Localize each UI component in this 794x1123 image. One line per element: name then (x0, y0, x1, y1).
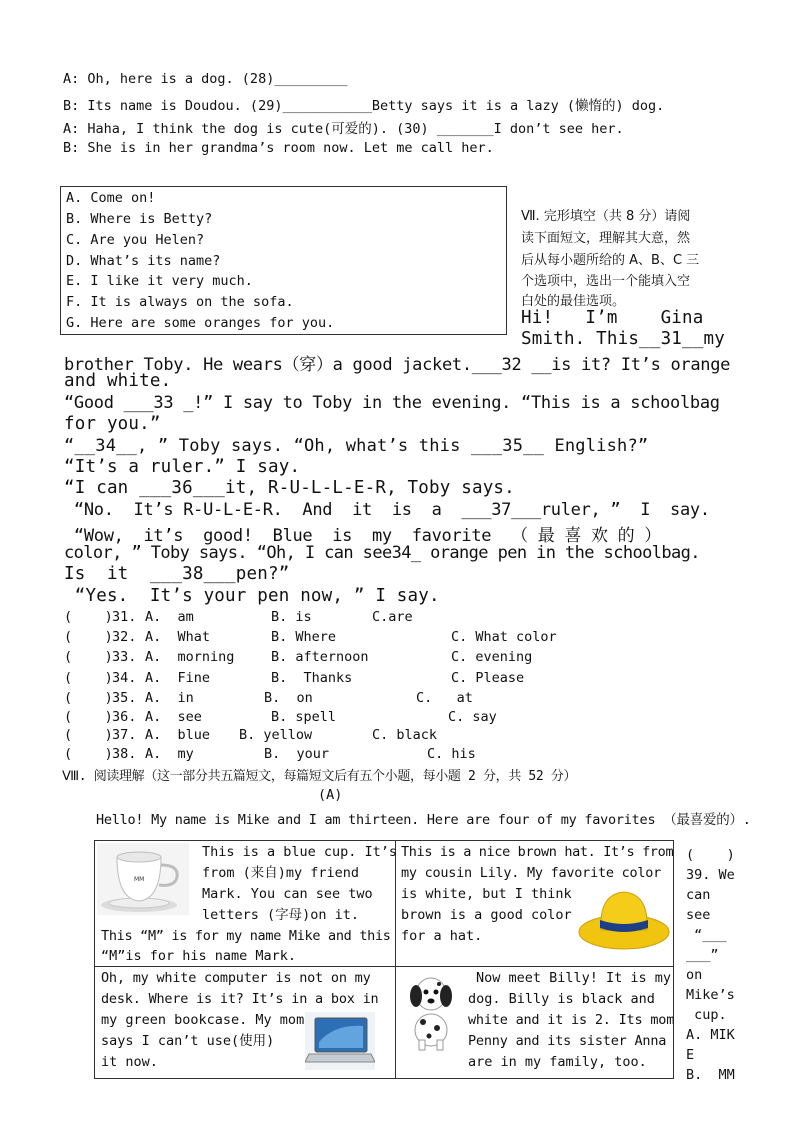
cup-line-5: This “M” is for my name Mike and this (101, 928, 391, 944)
section8-subheading: (A) (318, 787, 343, 803)
question-number: 37. (112, 727, 137, 743)
section7-heading-2: 读下面短文，理解其大意，然 (521, 231, 691, 246)
option-f: F. It is always on the sofa. (66, 294, 294, 310)
passage-line-9: “I can ___36___it, R-U-L-L-E-R, Toby says. (64, 478, 515, 498)
q39-line-4: see (686, 907, 711, 923)
hat-image (577, 884, 671, 956)
option-b-text: B. yellow (239, 727, 313, 743)
option-a-text: A. morning (145, 649, 235, 665)
passage-line-10: “No. It’s R-U-L-E-R. And it is a ___37___ruler, ” I say. (64, 500, 710, 520)
answer-paren[interactable]: ( ) (64, 649, 113, 665)
passage-line-13: Is it ___38___pen?” (64, 564, 290, 584)
laptop-image (305, 1012, 375, 1070)
option-a-text: A. see (145, 709, 202, 725)
option-b: B. Where is Betty? (66, 211, 213, 227)
passage-line-3: brother Toby. He wears（穿）a good jacket.___32 __is it? It’s orange (64, 355, 731, 375)
hat-line-4: brown is a good color (401, 907, 572, 923)
question-number: 38. (112, 746, 137, 762)
section7-heading-4: 个选项中，选出一个能填入空 (521, 274, 691, 289)
option-c: C. Are you Helen? (66, 232, 205, 248)
q39-line-2: 39. We (686, 867, 735, 883)
option-c-text: C. say (448, 709, 497, 725)
passage-line-2: Smith. This__31__my (521, 329, 725, 349)
option-g: G. Here are some oranges for you. (66, 315, 335, 331)
dialogue-line-2: B: Its name is Doudou. (29)___________Betty says it is a lazy (懒惰的) dog. (63, 98, 665, 114)
dog-line-2: dog. Billy is black and (468, 991, 655, 1007)
section7-heading-1: Ⅶ. 完形填空（共 8 分）请阅 (521, 209, 691, 224)
computer-line-1: Oh, my white computer is not on my (101, 970, 371, 986)
section7-heading-5: 白处的最佳选项。 (521, 294, 626, 309)
dog-line-5: are in my family, too. (468, 1054, 647, 1070)
hat-line-1: This is a nice brown hat. It’s from (401, 844, 674, 860)
q39-option-b: B. MM (686, 1067, 735, 1083)
q39-option-a: A. MIK (686, 1027, 735, 1043)
passage-line-11: “Wow, it’s good! Blue is my favorite （ 最 喜 欢 的 ） (64, 526, 661, 546)
cup-line-2: from (来自)my friend (202, 865, 360, 881)
answer-paren[interactable]: ( ) (64, 690, 113, 706)
passage-line-14: “Yes. It’s your pen now, ” I say. (64, 586, 440, 606)
option-a-text: A. Fine (145, 670, 211, 686)
cup-line-6: “M”is for his name Mark. (101, 948, 297, 964)
option-d: D. What’s its name? (66, 253, 221, 269)
question-number: 34. (112, 670, 137, 686)
answer-paren[interactable]: ( ) (64, 609, 113, 625)
option-b-text: B. your (264, 746, 330, 762)
option-e: E. I like it very much. (66, 273, 253, 289)
computer-line-3: my green bookcase. My mom (101, 1012, 305, 1028)
passage-line-12: color, ” Toby says. “Oh, I can see34_ orange pen in the schoolbag. (64, 543, 700, 563)
dialogue-line-1: A: Oh, here is a dog. (28)_________ (63, 71, 348, 87)
option-a-text: A. in (145, 690, 194, 706)
question-number: 36. (112, 709, 137, 725)
hat-line-2: my cousin Lily. My favorite color (401, 865, 661, 881)
question-number: 31. (112, 609, 137, 625)
option-b-text: B. Where (271, 629, 337, 645)
option-a-text: A. my (145, 746, 194, 762)
passage-line-8: “It’s a ruler.” I say. (64, 457, 301, 477)
option-b-text: B. is (271, 609, 312, 625)
option-c-text: C. his (427, 746, 476, 762)
option-c-text: C. at (416, 690, 473, 706)
computer-line-4: says I can’t use(使用) (101, 1033, 275, 1049)
passage-line-1: Hi! I’m Gina (521, 308, 704, 328)
answer-paren[interactable]: ( ) (64, 746, 113, 762)
option-b-text: B. Thanks (271, 670, 353, 686)
q39-line-5: “___ (686, 927, 727, 943)
cup-line-4: letters (字母)on it. (202, 907, 360, 923)
option-c-text: C. What color (451, 629, 557, 645)
question-number: 32. (112, 629, 137, 645)
q39-line-7: on (686, 967, 703, 983)
dog-image (401, 970, 461, 1052)
answer-paren[interactable]: ( ) (64, 670, 113, 686)
q39-option-a-cont: E (686, 1047, 695, 1063)
option-a-text: A. What (145, 629, 211, 645)
option-a: A. Come on! (66, 190, 156, 206)
passage-line-5: “Good ___33 _!” I say to Toby in the evening. “This is a schoolbag (64, 393, 720, 413)
option-c-text: C. evening (451, 649, 533, 665)
section7-heading-3: 后从每小题所给的 A、B、C 三 (521, 253, 700, 268)
dialogue-line-4: B: She is in her grandma’s room now. Let me call her. (63, 140, 494, 156)
question-number: 33. (112, 649, 137, 665)
option-b-text: B. afternoon (271, 649, 369, 665)
option-b-text: B. spell (271, 709, 337, 725)
cup-print-text: MM (134, 876, 145, 883)
option-b-text: B. on (264, 690, 313, 706)
passage-line-7: “__34__, ” Toby says. “Oh, what’s this ___35__ English?” (64, 436, 649, 456)
passage-line-6: for you.” (64, 414, 161, 434)
reading-intro: Hello! My name is Mike and I am thirteen. Here are four of my favorites （最喜爱的）. (96, 812, 751, 828)
computer-line-2: desk. Where is it? It’s in a box in (101, 991, 379, 1007)
dog-line-4: Penny and its sister Anna (468, 1033, 667, 1049)
dog-line-1: Now meet Billy! It is my (476, 970, 672, 986)
section8-heading: Ⅷ. 阅读理解（这一部分共五篇短文，每篇短文后有五个小题，每小题 2 分，共 52 分） (62, 769, 577, 784)
q39-line-6: ___” (686, 947, 719, 963)
option-a-text: A. blue (145, 727, 211, 743)
answer-paren[interactable]: ( ) (64, 629, 113, 645)
option-c-text: C.are (372, 609, 413, 625)
hat-line-5: for a hat. (401, 928, 483, 944)
dog-line-3: white and it is 2. Its mom (468, 1012, 675, 1028)
option-c-text: C. black (372, 727, 438, 743)
option-c-text: C. Please (451, 670, 525, 686)
cup-image (97, 843, 189, 915)
option-a-text: A. am (145, 609, 194, 625)
computer-line-5: it now. (101, 1054, 158, 1070)
cup-line-1: This is a blue cup. It’s (202, 844, 398, 860)
question-number: 35. (112, 690, 137, 706)
passage-line-4: and white. (64, 371, 172, 391)
q39-paren[interactable]: ( ) (686, 847, 735, 863)
hat-line-3: is white, but I think (401, 886, 572, 902)
cup-line-3: Mark. You can see two (202, 886, 373, 902)
answer-paren[interactable]: ( ) (64, 727, 113, 743)
answer-paren[interactable]: ( ) (64, 709, 113, 725)
q39-line-8: Mike’s (686, 987, 735, 1003)
dialogue-line-3: A: Haha, I think the dog is cute(可爱的). (30) _______I don’t see her. (63, 121, 624, 137)
q39-line-9: cup. (686, 1007, 727, 1023)
q39-line-3: can (686, 887, 711, 903)
